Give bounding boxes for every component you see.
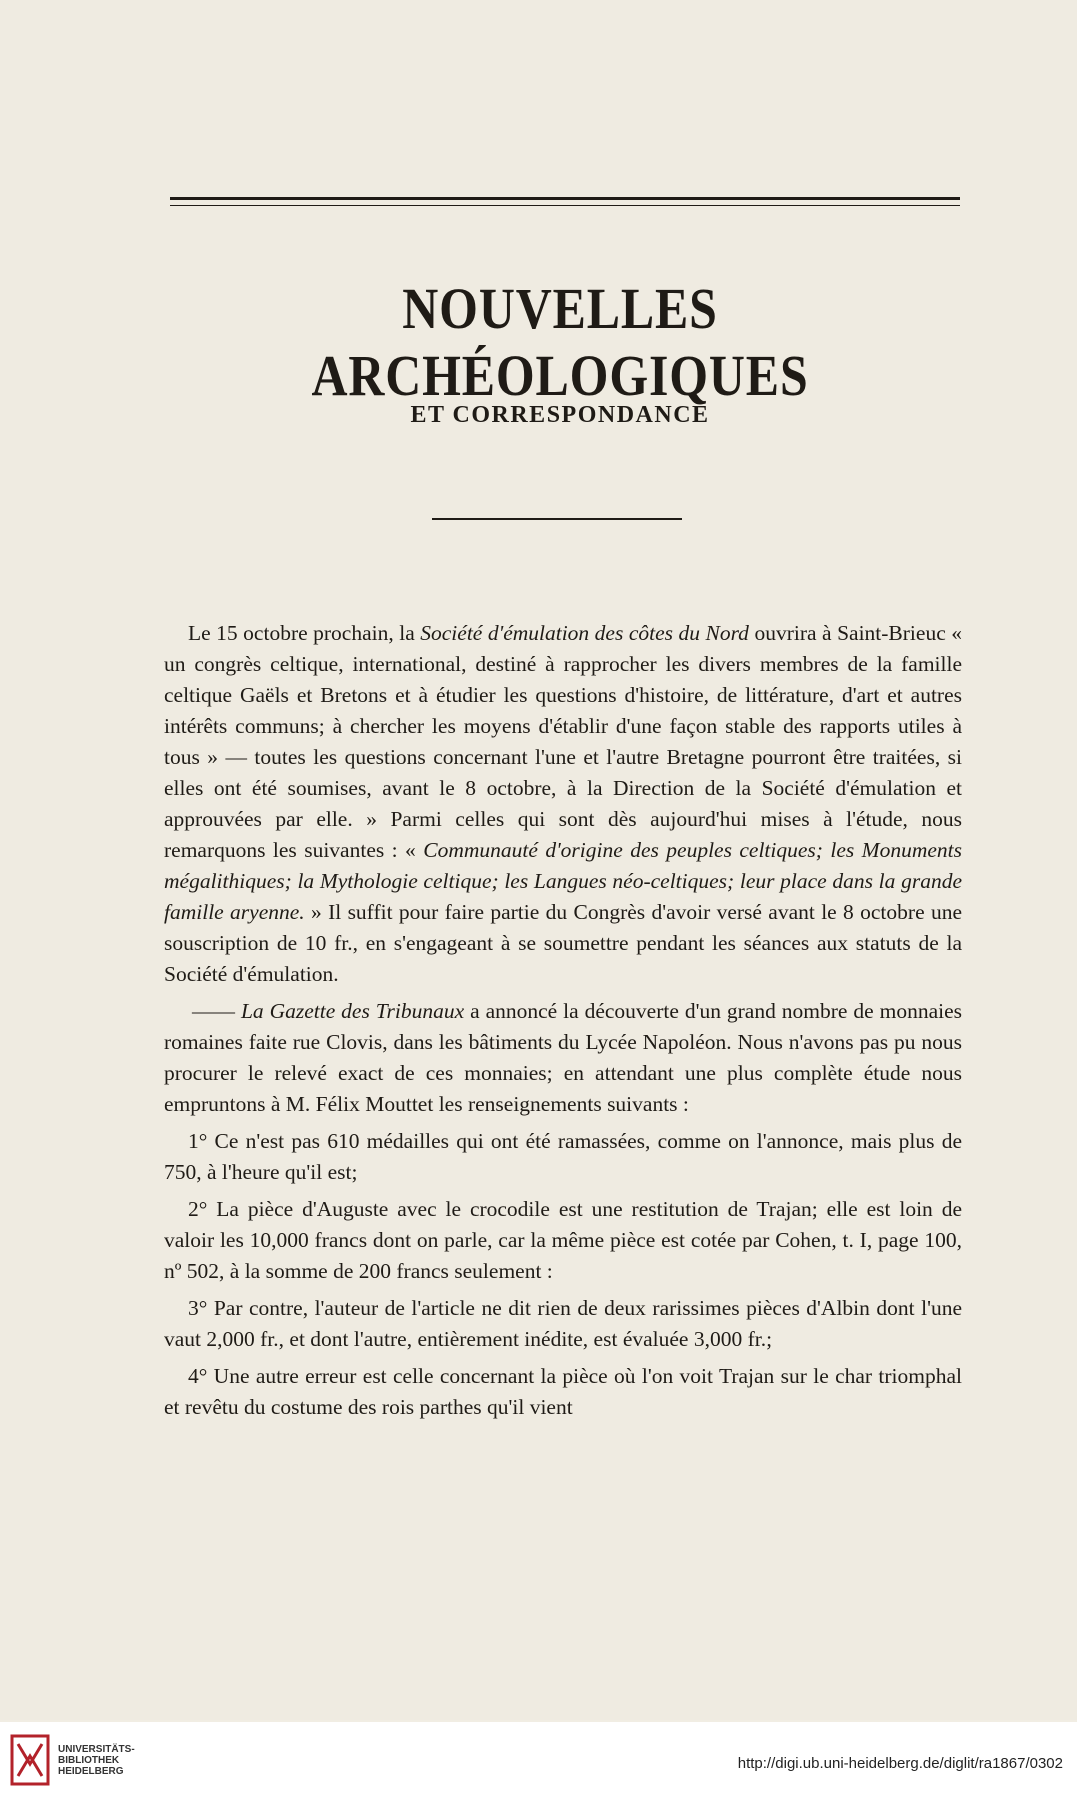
title-divider bbox=[432, 518, 682, 520]
paragraph-item-3: 3° Par contre, l'auteur de l'article ne dit rien de deux rarissimes pièces d'Albin dont l'une vaut 2,000 fr., et dont l'autre, entièrement inédite, est évaluée 3,000 fr.; bbox=[164, 1296, 962, 1351]
header-rule-thin bbox=[170, 205, 960, 206]
library-footer bbox=[0, 1722, 1077, 1799]
paragraph-item-2: 2° La pièce d'Auguste avec le crocodile est une restitution de Trajan; elle est loin de valoir les 10,000 francs dont on parle, car la même pièce est cotée par Cohen, t. I, page 100, nº 502, à la somme de 200 francs seulement : bbox=[164, 1197, 962, 1283]
page-subtitle: ET CORRESPONDANCE bbox=[410, 402, 710, 428]
article-body bbox=[164, 618, 962, 1429]
paragraph-item-1: 1° Ce n'est pas 610 médailles qui ont été ramassées, comme on l'annonce, mais plus de 750, à l'heure qu'il est; bbox=[164, 1129, 962, 1184]
header-rule-thick bbox=[170, 197, 960, 200]
page-title: NOUVELLES ARCHÉOLOGIQUES bbox=[311, 276, 809, 408]
paragraph-item-4: 4° Une autre erreur est celle concernant la pièce où l'on voit Trajan sur le char triomphal et revêtu du costume des rois parthes qu'il vient bbox=[164, 1364, 962, 1419]
paragraph-congres: Le 15 octobre prochain, la Société d'émulation des côtes du Nord ouvrira à Saint-Brieuc « un congrès celtique, international, destiné à rapprocher les divers membres de la famille celtique Gaëls et Bretons et à étudier les questions d'histoire, de littérature, d'art et autres intérêts communs; à chercher les moyens d'établir d'une façon stable des rapports utiles à tous » — toutes les questions concernant l'une et l'autre Bretagne pourront être traitées, si elles ont été soumises, avant le 8 octobre, à la Direction de la Société d'émulation et approuvées par elle. » Parmi celles qui sont dès aujourd'hui mises à l'étude, nous remarquons les suivantes : « Communauté d'origine des peuples celtiques; les Monuments mégalithiques; la Mythologie celtique; les Langues néo-celtiques; leur place dans la grande famille aryenne. » Il suffit pour faire partie du Congrès d'avoir versé avant le 8 octobre une souscription de 10 fr., en s'engageant à se soumettre pendant les séances aux statuts de la Société d'émulation. bbox=[164, 621, 962, 986]
source-url-link[interactable]: http://digi.ub.uni-heidelberg.de/diglit/ra1867/0302 bbox=[737, 1755, 1063, 1772]
library-name: UNIVERSITÄTS- BIBLIOTHEK HEIDELBERG bbox=[58, 1744, 135, 1777]
library-logo-icon bbox=[10, 1734, 50, 1786]
paragraph-monnaies: —— La Gazette des Tribunaux a annoncé la découverte d'un grand nombre de monnaies romaines faite rue Clovis, dans les bâtiments du Lycée Napoléon. Nous n'avons pas pu nous procurer le relevé exact de ces monnaies; en attendant une plus complète étude nous empruntons à M. Félix Mouttet les renseignements suivants : bbox=[164, 999, 963, 1116]
